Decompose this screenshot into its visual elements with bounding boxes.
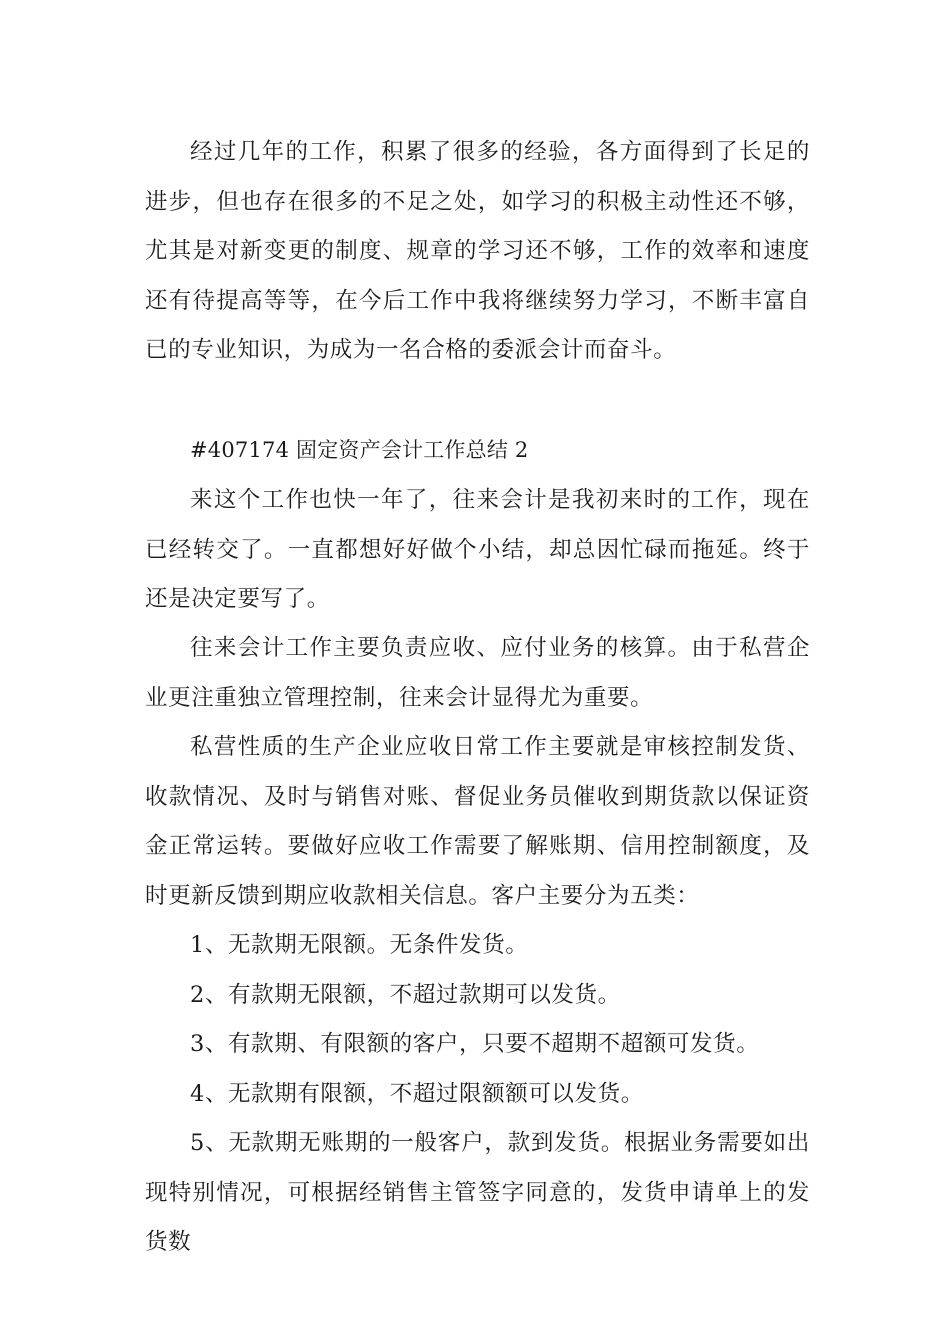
list-item-4: 4、无款期有限额，不超过限额额可以发货。 (190, 1081, 644, 1107)
list-item-2: 2、有款期无限额，不超过款期可以发货。 (190, 982, 621, 1008)
list-item-1: 1、无款期无限额。无条件发货。 (190, 932, 529, 958)
paragraph-experience-summary: 经过几年的工作，积累了很多的经验，各方面得到了长足的进步，但也存在很多的不足之处，如学习的积极主动性还不够，尤其是对新变更的制度、规章的学习还不够，工作的效率和速度还有待提高等等，在今后工作中我将继续努力学习，不断丰富自已的专业知识，为成为一名合格的委派会计而奋斗。 (145, 139, 810, 363)
paragraph-intro: 来这个工作也快一年了，往来会计是我初来时的工作，现在已经转交了。一直都想好好做个小结，却总因忙碌而拖延。终于还是决定要写了。 (145, 487, 810, 612)
paragraph-duties: 往来会计工作主要负责应收、应付业务的核算。由于私营企业更注重独立管理控制，往来会计显得尤为重要。 (145, 635, 810, 711)
section-heading: #407174 固定资产会计工作总结 2 (190, 438, 529, 462)
paragraph-receivables: 私营性质的生产企业应收日常工作主要就是审核控制发货、收款情况、及时与销售对账、督促业务员催收到期货款以保证资金正常运转。要做好应收工作需要了解账期、信用控制额度，及时更新反馈到期应收款相关信息。客户主要分为五类： (145, 734, 810, 909)
list-item-5: 5、无款期无账期的一般客户，款到发货。根据业务需要如出现特别情况，可根据经销售主管签字同意的，发货申请单上的发货数 (145, 1130, 810, 1255)
list-item-3: 3、有款期、有限额的客户，只要不超期不超额可发货。 (190, 1031, 760, 1057)
